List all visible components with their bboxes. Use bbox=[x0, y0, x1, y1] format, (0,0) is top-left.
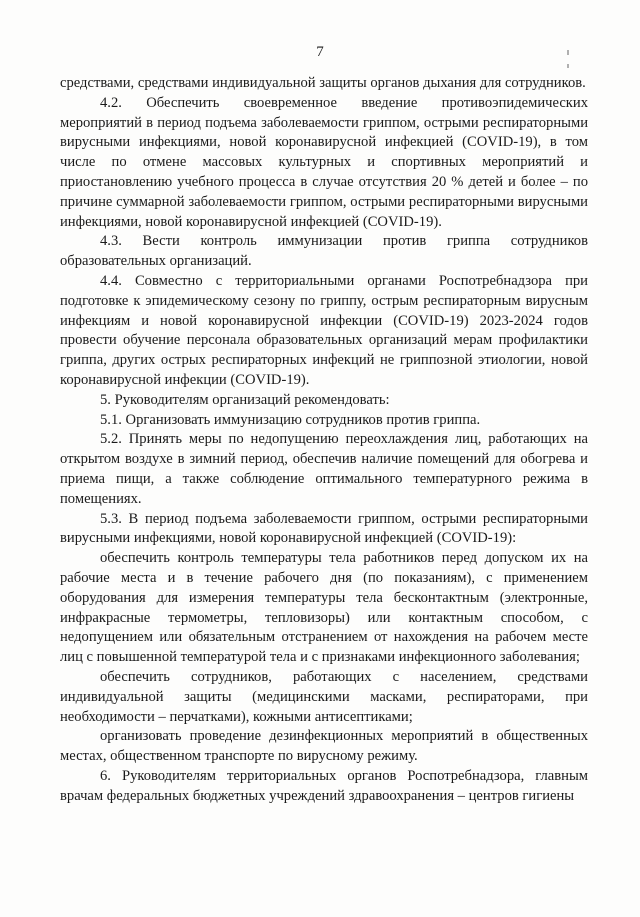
paragraph: 6. Руководителям территориальных органов Роспотребнадзора, главным врачам федеральных бюджетных учреждений здравоохранения – центров гигиены bbox=[60, 767, 588, 804]
paragraph: обеспечить сотрудников, работающих с населением, средствами индивидуальной защиты (медицинскими масками, респираторами, при необходимости – перчатками), кожными антисептиками; bbox=[60, 668, 588, 725]
document-body bbox=[60, 74, 588, 806]
paragraph: организовать проведение дезинфекционных мероприятий в общественных местах, общественном транспорте по вирусному режиму. bbox=[60, 728, 588, 765]
paragraph: 5.2. Принять меры по недопущению переохлаждения лиц, работающих на открытом воздухе в зимний период, обеспечив наличие помещений для обогрева и приема пищи, а также соблюдение оптимального температурного режима в помещениях. bbox=[60, 431, 588, 507]
paragraph: средствами, средствами индивидуальной защиты органов дыхания для сотрудников. bbox=[60, 75, 586, 91]
scan-mark bbox=[567, 50, 569, 55]
paragraph: 5. Руководителям организаций рекомендовать: bbox=[100, 391, 390, 408]
scan-mark bbox=[567, 64, 569, 68]
page-number: 7 bbox=[316, 44, 324, 60]
paragraph: 4.2. Обеспечить своевременное введение противоэпидемических мероприятий в период подъема заболеваемости гриппом, острыми респираторными вирусными инфекциями, новой коронавирусной инфекцией (COVID-19), в том числе по отмене массовых культурных и спортивных мероприятий и приостановлению учебного процесса в случае отсутствия 20 % детей и более – по причине суммарной заболеваемости гриппом, острыми респираторными вирусными инфекциями, новой коронавирусной инфекцией (COVID-19). bbox=[60, 94, 588, 230]
paragraph: 4.4. Совместно с территориальными органами Роспотребнадзора при подготовке к эпидемическому сезону по гриппу, острым респираторным вирусным инфекциям и новой коронавирусной инфекции (COVID-19) 2023-2024 годов провести обучение персонала образовательных организаций мерам профилактики гриппа, других острых респираторных инфекций не гриппозной этиологии, новой коронавирусной инфекции (COVID-19). bbox=[60, 272, 588, 388]
paragraph: 4.3. Вести контроль иммунизации против гриппа сотрудников образовательных организаций. bbox=[60, 233, 588, 270]
paragraph: обеспечить контроль температуры тела работников перед допуском их на рабочие места и в течение рабочего дня (по показаниям), с применением оборудования для измерения температуры тела бесконтактным (электронные, инфракрасные термометры, тепловизоры) или контактным способом, с недопущением или обязательным отстранением от нахождения на рабочем месте лиц с повышенной температурой тела и с признаками инфекционного заболевания; bbox=[60, 550, 588, 666]
paragraph: 5.1. Организовать иммунизацию сотрудников против гриппа. bbox=[100, 411, 481, 428]
paragraph: 5.3. В период подъема заболеваемости гриппом, острыми респираторными вирусными инфекциями, новой коронавирусной инфекцией (COVID-19): bbox=[60, 510, 588, 547]
